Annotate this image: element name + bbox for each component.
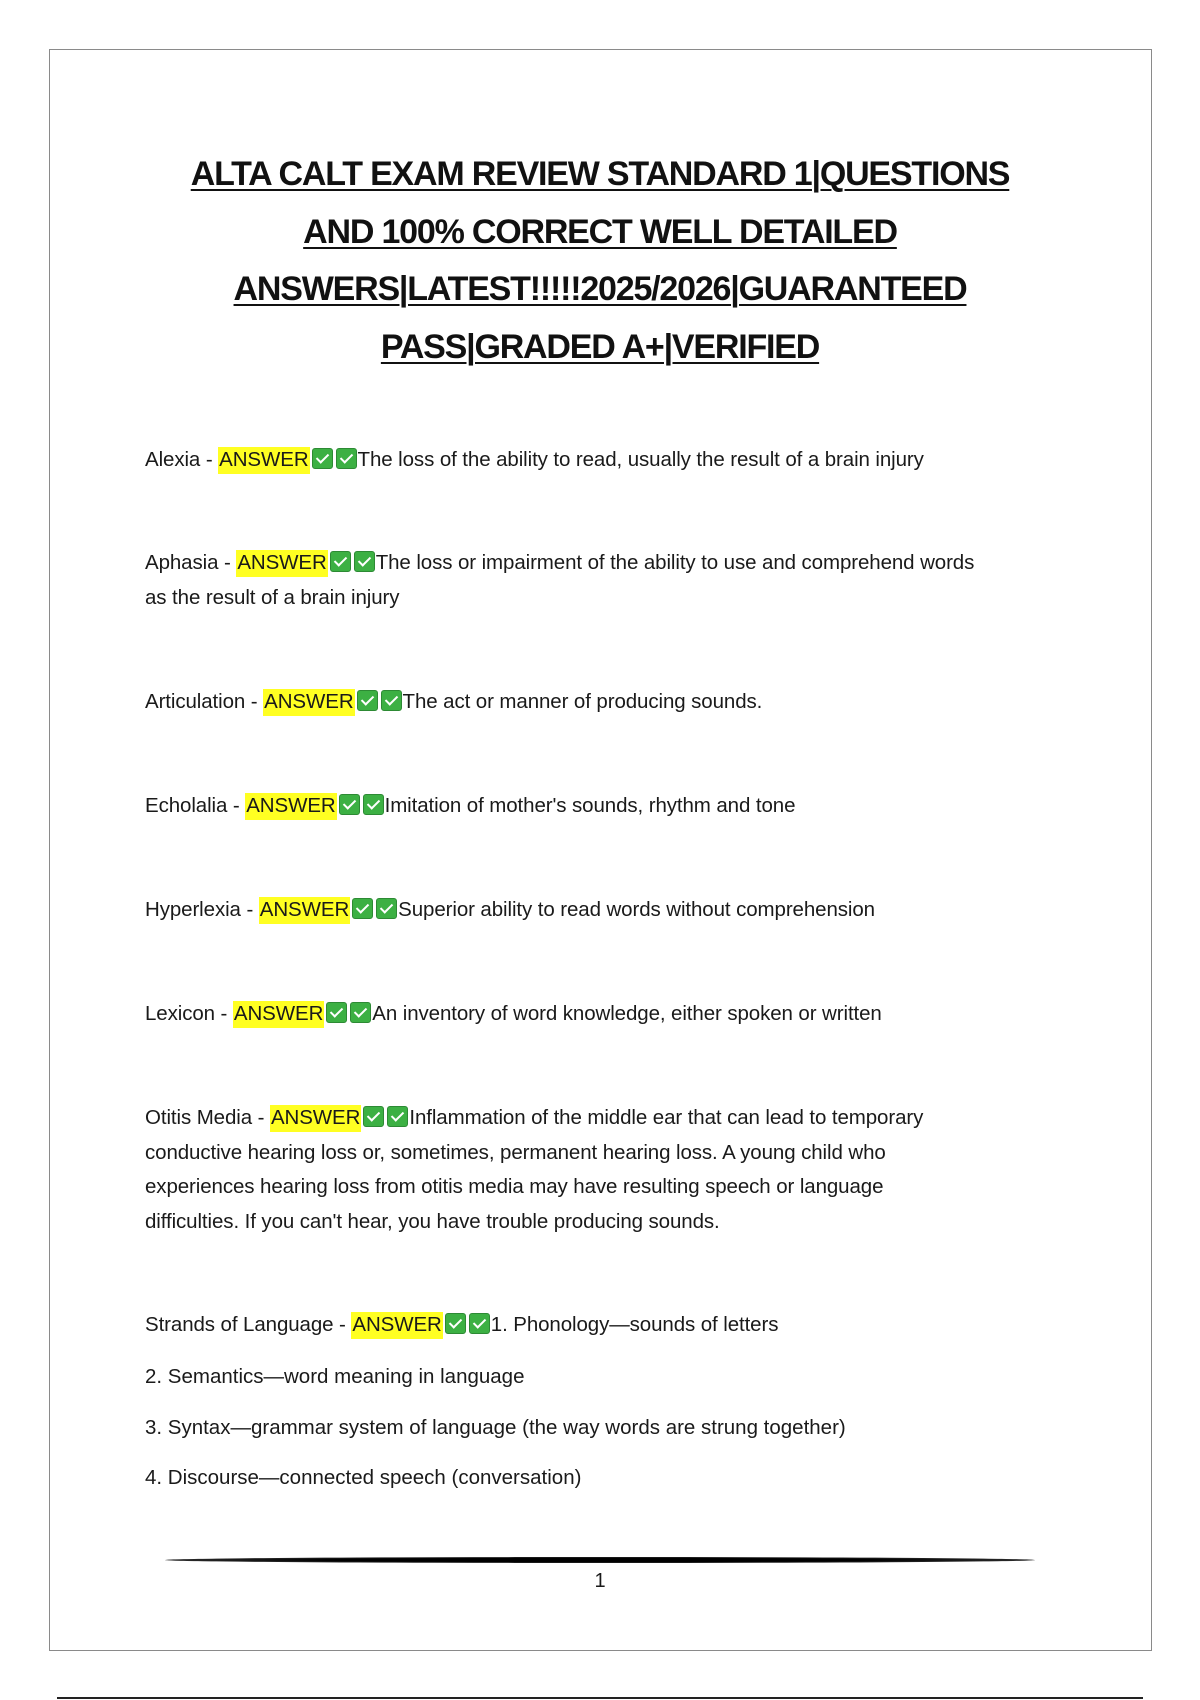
check-mark-icon xyxy=(326,1002,347,1023)
definition: Imitation of mother's sounds, rhythm and tone xyxy=(384,794,796,817)
check-mark-icon xyxy=(469,1313,490,1334)
term: Strands of Language - xyxy=(145,1313,352,1336)
check-mark-icon xyxy=(363,1106,384,1127)
definition: Superior ability to read words without comprehension xyxy=(398,898,875,921)
check-mark-icon xyxy=(352,898,373,919)
check-mark-icon xyxy=(354,551,375,572)
check-mark-icon xyxy=(357,690,378,711)
definition: The loss or impairment of the ability to use and comprehend words xyxy=(375,551,975,574)
title-line: PASS|GRADED A+|VERIFIED xyxy=(380,327,820,366)
page-bottom-divider xyxy=(57,1697,1143,1699)
check-mark-icon xyxy=(312,448,333,469)
term: Aphasia - xyxy=(145,551,237,574)
list-item: 3. Syntax—grammar system of language (the way words are strung together) xyxy=(145,1416,846,1439)
check-mark-icon xyxy=(376,898,397,919)
entry-hyperlexia xyxy=(145,893,1065,928)
check-mark-icon xyxy=(339,794,360,815)
entry-lexicon xyxy=(145,997,1065,1032)
check-mark-icon xyxy=(445,1313,466,1334)
entry-echolalia xyxy=(145,789,1065,824)
definition-continuation: experiences hearing loss from otitis media may have resulting speech or language xyxy=(145,1175,884,1198)
answer-highlight: ANSWER xyxy=(233,1001,324,1028)
page-number: 1 xyxy=(594,1570,606,1592)
term: Hyperlexia - xyxy=(145,898,259,921)
entry-strands-of-language xyxy=(145,1308,1065,1343)
definition-continuation: difficulties. If you can't hear, you have trouble producing sounds. xyxy=(145,1209,720,1233)
entry-otitis-media xyxy=(145,1101,1065,1239)
definition: An inventory of word knowledge, either spoken or written xyxy=(372,1002,882,1025)
check-mark-icon xyxy=(330,551,351,572)
answer-highlight: ANSWER xyxy=(218,447,309,474)
answer-highlight: ANSWER xyxy=(270,1105,361,1132)
document-title xyxy=(150,146,1050,376)
title-line: ALTA CALT EXAM REVIEW STANDARD 1|QUESTIONS xyxy=(190,155,1010,193)
definition: Inflammation of the middle ear that can lead to temporary xyxy=(409,1106,924,1129)
term: Alexia - xyxy=(145,448,219,471)
definition-continuation: conductive hearing loss or, sometimes, permanent hearing loss. A young child who xyxy=(145,1140,886,1164)
list-item: 4. Discourse—connected speech (conversation) xyxy=(145,1466,582,1489)
title-line: AND 100% CORRECT WELL DETAILED xyxy=(303,212,897,251)
answer-highlight: ANSWER xyxy=(263,689,354,716)
answer-highlight: ANSWER xyxy=(236,550,327,577)
term: Articulation - xyxy=(145,690,264,713)
definition: 1. Phonology—sounds of letters xyxy=(490,1313,779,1336)
check-mark-icon xyxy=(350,1002,371,1023)
answer-highlight: ANSWER xyxy=(245,793,336,820)
answer-highlight: ANSWER xyxy=(351,1312,442,1339)
definition-continuation: as the result of a brain injury xyxy=(145,585,400,609)
term: Otitis Media - xyxy=(145,1106,270,1129)
term: Lexicon - xyxy=(145,1002,233,1025)
entry-alexia xyxy=(145,443,1065,478)
check-mark-icon xyxy=(387,1106,408,1127)
list-item: 2. Semantics—word meaning in language xyxy=(145,1365,525,1388)
answer-highlight: ANSWER xyxy=(259,897,350,924)
entry-aphasia xyxy=(145,546,1065,615)
definition: The loss of the ability to read, usually the result of a brain injury xyxy=(357,448,924,471)
check-mark-icon xyxy=(363,794,384,815)
definition: The act or manner of producing sounds. xyxy=(402,690,763,713)
term: Echolalia - xyxy=(145,794,246,817)
entry-articulation xyxy=(145,685,1065,720)
footer-divider xyxy=(165,1557,1035,1563)
title-line: ANSWERS|LATEST!!!!!2025/2026|GUARANTEED xyxy=(233,270,967,308)
check-mark-icon xyxy=(381,690,402,711)
check-mark-icon xyxy=(336,448,357,469)
